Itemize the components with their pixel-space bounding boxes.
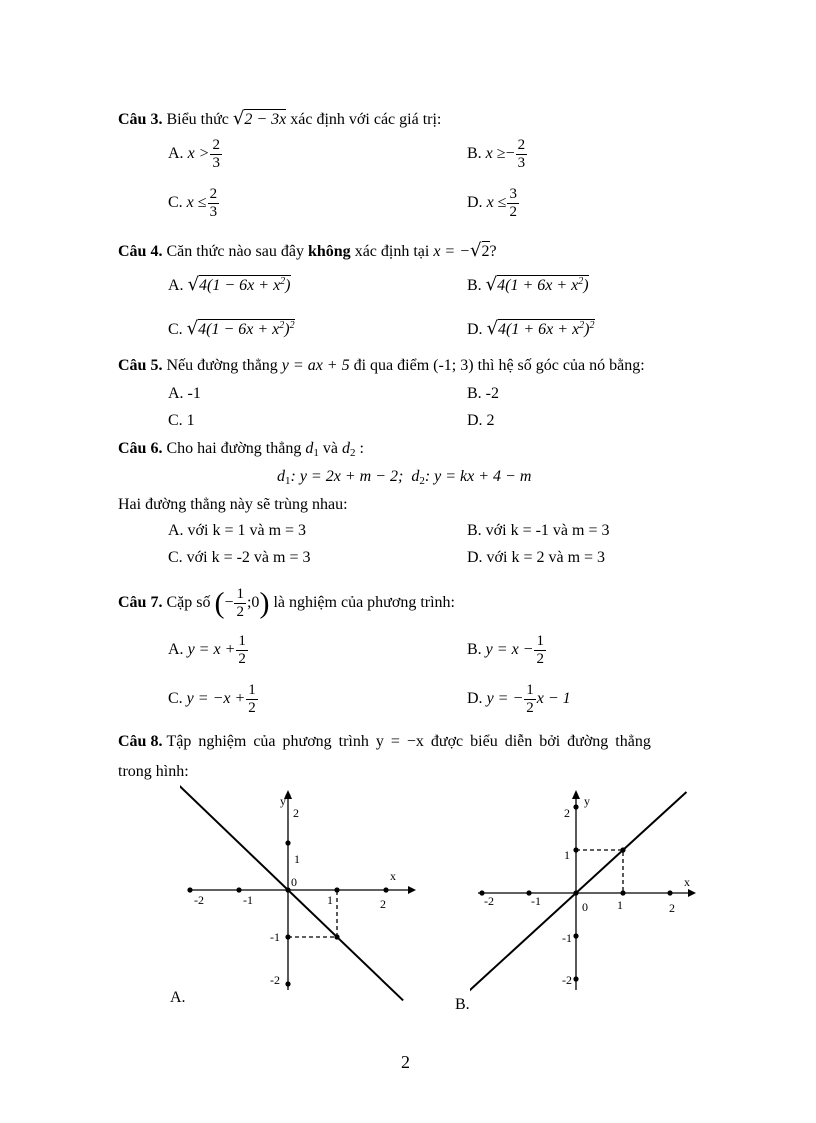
numerator: 2	[209, 186, 218, 202]
q6-option-c[interactable]: C. với k = -2 và m = 3	[168, 549, 311, 566]
x-label: x	[390, 869, 396, 883]
q4-label: Câu 4.	[118, 243, 163, 260]
radicand	[198, 319, 294, 338]
numerator: 1	[536, 633, 544, 649]
q5-line	[118, 358, 645, 374]
fraction	[507, 186, 519, 221]
d-symbol: d	[411, 468, 420, 485]
q4-text: Căn thức nào sau đây	[166, 243, 304, 260]
fraction	[524, 682, 536, 717]
option-letter: C.	[168, 321, 183, 338]
expr: 4(1 + 6x + x	[497, 277, 579, 294]
q6-option-d[interactable]: D. với k = 2 và m = 3	[467, 549, 606, 566]
denominator: 2	[536, 651, 544, 667]
q5-option-d[interactable]: D. 2	[467, 412, 495, 429]
q4-condition-radicand: 2	[481, 243, 490, 260]
q6-option-b[interactable]: B. với k = -1 và m = 3	[467, 522, 610, 539]
q7-option-a[interactable]	[168, 633, 249, 668]
q5-option-c[interactable]: C. 1	[168, 412, 195, 429]
sqrt-symbol: √	[486, 318, 499, 339]
option-letter: D.	[467, 194, 483, 212]
expr-tail: )	[584, 321, 590, 338]
q3-radicand: 2 − 3x	[244, 111, 287, 128]
graph-b	[470, 785, 710, 1015]
sqrt-symbol: √	[187, 274, 200, 295]
denominator: 2	[238, 651, 246, 667]
tick-label: -2	[194, 893, 204, 907]
y-axis-arrow-icon	[572, 790, 580, 799]
q4-question-mark: ?	[489, 243, 497, 260]
tick-dot	[667, 890, 672, 895]
option-lhs: y = x +	[187, 641, 236, 659]
right-paren: )	[259, 586, 270, 620]
q5-option-b[interactable]: B. -2	[467, 385, 499, 402]
option-lhs: y = −	[486, 690, 524, 708]
fraction	[236, 633, 248, 668]
graph-a	[180, 785, 420, 1015]
expr-tail: )	[284, 321, 290, 338]
option-lhs: x ≤	[486, 194, 507, 212]
option-letter: B.	[467, 277, 482, 294]
denominator: 2	[236, 604, 244, 620]
denominator: 2	[526, 700, 534, 716]
option-letter: B.	[467, 641, 482, 659]
option-letter: C.	[168, 194, 183, 212]
y-label: y	[584, 794, 590, 808]
x-axis	[478, 889, 696, 897]
q4-condition: x = −	[433, 243, 471, 260]
q3-line	[118, 110, 441, 128]
q4-bold-word: không	[307, 243, 351, 260]
numerator: 1	[236, 586, 244, 602]
q8-label: Câu 8.	[118, 733, 163, 750]
option-letter: A.	[168, 277, 184, 294]
denominator: 2	[509, 204, 517, 220]
sqrt-symbol: √	[232, 108, 245, 129]
option-letter: D.	[467, 690, 483, 708]
numerator: 3	[509, 186, 517, 202]
q5-label: Câu 5.	[118, 357, 163, 374]
fraction	[246, 682, 258, 717]
tick-dot	[187, 887, 192, 892]
denominator: 3	[209, 204, 218, 220]
tick-label: 2	[293, 806, 299, 820]
exponent: 2	[280, 276, 286, 287]
q8-line2: trong hình:	[118, 763, 189, 780]
exponent: 2	[578, 276, 584, 287]
q8-line1	[118, 734, 700, 750]
tick-label: -2	[270, 973, 280, 987]
q7-text-after: là nghiệm của phương trình:	[273, 594, 455, 612]
option-letter: C.	[168, 690, 183, 708]
q7-option-d[interactable]	[467, 682, 571, 717]
tick-dot	[573, 976, 578, 981]
sqrt-symbol: √	[186, 318, 199, 339]
tick-dot	[573, 804, 578, 809]
numerator: 1	[526, 682, 534, 698]
option-lhs: x ≥	[485, 145, 506, 163]
option-lhs: x ≤	[186, 194, 207, 212]
tick-label: -1	[243, 893, 253, 907]
q7-option-c[interactable]	[168, 682, 259, 717]
graph-b-caption[interactable]: B.	[455, 996, 470, 1013]
expr: 4(1 − 6x + x	[198, 321, 280, 338]
q6-label: Câu 6.	[118, 440, 163, 457]
tick-label: 2	[669, 901, 675, 915]
radicand	[199, 275, 290, 294]
pair-tail: ;0	[246, 594, 260, 612]
d-symbol: d	[341, 440, 350, 457]
q7-label: Câu 7.	[118, 594, 163, 612]
tick-label: -2	[562, 973, 572, 987]
tick-label: 1	[617, 898, 623, 912]
colon: :	[359, 440, 364, 457]
tick-dot	[383, 887, 388, 892]
q6-statement: Hai đường thẳng này sẽ trùng nhau:	[118, 496, 348, 513]
q4-option-c[interactable]	[168, 320, 295, 338]
tick-label: -1	[270, 930, 280, 944]
q5-text-after: đi qua điểm (-1; 3) thì hệ số góc của nó bằng:	[353, 357, 645, 374]
option-lhs: y = x −	[485, 641, 534, 659]
denominator: 3	[517, 155, 526, 171]
d-symbol: d	[305, 440, 314, 457]
fraction	[234, 586, 246, 621]
graph-a-caption[interactable]: A.	[170, 989, 186, 1006]
sqrt-symbol: √	[485, 274, 498, 295]
numerator: 2	[212, 137, 220, 153]
q4-option-a[interactable]	[168, 276, 291, 294]
graph-line	[180, 785, 403, 1000]
expr-tail: )	[583, 277, 589, 294]
tick-label: 1	[564, 848, 570, 862]
q6-text: Cho hai đường thẳng	[166, 440, 302, 457]
option-lhs: x >	[187, 145, 210, 163]
exponent: 2	[279, 320, 285, 331]
subscript: 1	[313, 447, 319, 459]
y-label: y	[280, 794, 286, 808]
q7-option-b[interactable]	[467, 633, 547, 668]
numerator: 1	[238, 633, 246, 649]
option-letter: D.	[467, 321, 483, 338]
expr: 4(1 − 6x + x	[199, 277, 281, 294]
q4-line	[118, 242, 497, 260]
q4-text-middle: xác định tại	[354, 243, 430, 260]
fraction	[516, 137, 528, 172]
tick-label: 2	[564, 806, 570, 820]
subscript: 2	[349, 447, 356, 459]
option-lhs: y = −x +	[186, 690, 246, 708]
q7-text: Cặp số	[166, 594, 211, 612]
tick-label: -1	[531, 894, 541, 908]
tick-label: 1	[294, 852, 300, 866]
q8-text: Tập nghiệm của phương trình y = −x được biểu diễn bởi đường thẳng	[166, 733, 651, 750]
left-paren: (	[214, 586, 225, 620]
q3-option-d[interactable]	[467, 186, 520, 221]
tick-dot	[285, 981, 290, 986]
expr: 4(1 + 6x + x	[498, 321, 580, 338]
tick-label: -1	[562, 931, 572, 945]
q3-text-after: xác định với các giá trị:	[290, 111, 442, 128]
subscript: 1	[285, 475, 291, 487]
outer-exponent: 2	[589, 320, 595, 331]
q6-equations	[277, 469, 531, 487]
q5-option-a[interactable]: A. -1	[168, 385, 201, 402]
and-word: và	[322, 440, 338, 457]
q6-eq1: : y = 2x + m − 2;	[290, 468, 404, 485]
q3-option-a[interactable]	[168, 137, 223, 172]
x-axis-arrow-icon	[408, 886, 416, 894]
q7-line	[118, 586, 455, 621]
x-axis-arrow-icon	[688, 889, 696, 897]
q6-eq2: : y = kx + 4 − m	[424, 468, 532, 485]
expr-tail: )	[285, 277, 291, 294]
pair-sign: −	[224, 594, 234, 612]
tick-dot	[285, 840, 290, 845]
outer-exponent: 2	[289, 320, 295, 331]
subscript: 2	[419, 475, 425, 487]
tick-dot	[285, 793, 290, 798]
q3-text: Biểu thức	[166, 111, 229, 128]
x-axis	[188, 886, 416, 894]
option-sign: −	[505, 145, 515, 163]
tick-label: -2	[484, 894, 494, 908]
denominator: 3	[212, 155, 220, 171]
tick-dot	[236, 887, 241, 892]
page-number: 2	[401, 1052, 410, 1072]
fraction	[210, 137, 222, 172]
tick-dot	[573, 933, 578, 938]
tick-dot	[620, 890, 625, 895]
exponent: 2	[579, 320, 585, 331]
q4-option-b[interactable]	[467, 276, 589, 294]
q6-option-a[interactable]: A. với k = 1 và m = 3	[168, 522, 307, 539]
fraction	[534, 633, 546, 668]
q3-option-c[interactable]	[168, 186, 220, 221]
option-tail: x − 1	[536, 690, 571, 708]
x-label: x	[684, 875, 690, 889]
option-letter: A.	[168, 641, 184, 659]
option-letter: B.	[467, 145, 482, 163]
sqrt-symbol: √	[470, 240, 482, 261]
numerator: 2	[517, 137, 526, 153]
numerator: 1	[248, 682, 256, 698]
radicand	[497, 275, 588, 294]
q6-line	[118, 441, 364, 459]
option-letter: A.	[168, 145, 184, 163]
q4-option-d[interactable]	[467, 320, 595, 338]
q3-option-b[interactable]	[467, 137, 528, 172]
d-symbol: d	[277, 468, 285, 485]
fraction	[208, 186, 220, 221]
q5-equation: y = ax + 5	[281, 357, 350, 374]
tick-label: 0	[582, 900, 588, 914]
denominator: 2	[248, 700, 256, 716]
q5-text: Nếu đường thẳng	[166, 357, 278, 374]
tick-label: 2	[380, 897, 386, 911]
tick-label: 1	[327, 893, 333, 907]
radicand	[498, 319, 594, 338]
q3-label: Câu 3.	[118, 111, 163, 128]
tick-label: 0	[291, 875, 297, 889]
